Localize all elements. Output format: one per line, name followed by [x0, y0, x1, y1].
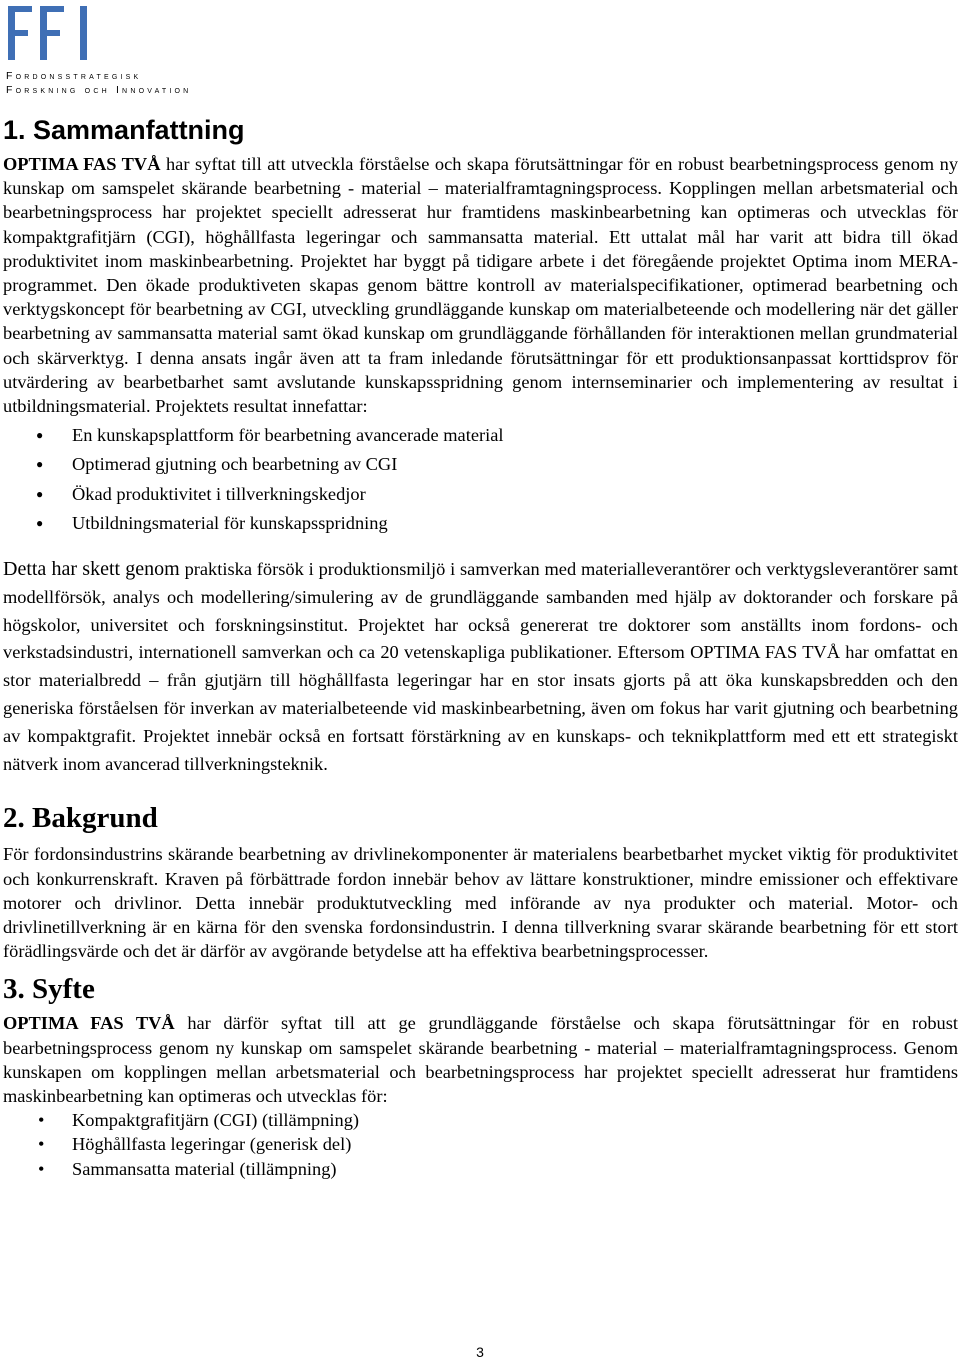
- section-heading-sammanfattning: 1. Sammanfattning: [3, 115, 245, 145]
- document-page: [3, 112, 958, 1181]
- ffi-logo: [6, 2, 206, 97]
- purpose-paragraph: [3, 1011, 958, 1108]
- section-heading-syfte: 3. Syfte: [3, 973, 95, 1006]
- results-list: [3, 421, 958, 538]
- list-item: ● Optimerad gjutning och bearbetning av CGI: [3, 450, 958, 479]
- method-paragraph: [3, 556, 958, 778]
- project-name: OPTIMA FAS TVÅ: [3, 1013, 175, 1034]
- summary-paragraph-text: har syftat till att utveckla förståelse och skapa förutsättningar för en robust bearbetningsprocess genom ny kunskap om samspelet skärande bearbetning - material – materialframtagningsprocess. Kopplingen mellan arbetsmaterial och bearbetningsprocess har projektet speciellt adresserat hur framtidens maskinbearbetning kan optimeras och utvecklas för kompaktgrafitjärn (CGI), höghållfasta legeringar och sammansatta material. Ett uttalat mål har varit att bidra till ökad produktivitet inom maskinbearbetning. Projektet har byggt på tidigare arbete i det föregående projektet Optima inom MERA-programmet. Den ökade produktiveten skapas genom bättre kontroll av materialspecifikationer, optimerad bearbetning och verktygskoncept för bearbetning av CGI, utveckling grundläggande kunskap om materialbeteende och modellering när det gäller bearbetning av sammansatta material samt ökad kunskap om grundläggande förhållanden för interaktionen mellan grundmaterial och skärverktyg. I denna ansats ingår även att ta fram inledande förutsättningar för ett produktionsanpassat korttidsprov för utvärdering av bearbetbarhet samt avslutande kunskapsspridning genom internseminarier och implementering av resultat i utbildningsmaterial. Projektets resultat innefattar:: [3, 154, 959, 417]
- project-name: OPTIMA FAS TVÅ: [3, 154, 161, 174]
- logo-text-line1: Fordonsstrategisk: [6, 70, 142, 82]
- summary-paragraph: [3, 152, 958, 418]
- list-item: ● Ökad produktivitet i tillverkningskedjor: [3, 480, 958, 509]
- background-paragraph: För fordonsindustrins skärande bearbetning av drivlinekomponenter är materialens bearbetbarhet mycket viktig för produktivitet och konkurrenskraft. Kraven på förbättrade fordon innebär behov av lättare konstruktioner, mindre emissioner och effektivare motorer och drivlinor. Detta innebär produktutveckling med införande av nya produkter och material. Motor- och drivlinetillverkning är en kärna för den svenska fordonsindustrin. I denna tillverkning svarar skärande bearbetning för ett stort förädlingsvärde och det är därför av avgörande betydelse att ha effektiva bearbetningsprocesser.: [3, 844, 958, 962]
- list-item: • Kompaktgrafitjärn (CGI) (tillämpning): [3, 1108, 958, 1132]
- method-paragraph-text: praktiska försök i produktionsmiljö i samverkan med materialleverantörer och verktygsleverantörer samt modellförsök, analys och modellering/simulering av de grundläggande sambanden med hjälp av doktorander och forskare på högskolor, universitet och forskningsinstitut. Projektet har också genererat tre doktorer som anställts inom fordons- och verkstadsindustri, internationell samverkan och ca 20 vetenskapliga publikationer. Eftersom OPTIMA FAS TVÅ har omfattat en stor materialbredd – från gjutjärn till höghållfasta legeringar har en stor insats gjorts på att öka kunskapsbredden och den generiska förståelsen för inverkan av materialbeteende vid maskinbearbetning, även om fokus har varit gjutning och bearbetning av kompaktgrafit. Projektet innebär också en fortsatt förstärkning av en kunskaps- och teknikplattform med ett ett strategiskt nätverk inom avancerad tillverkningsteknik.: [3, 559, 958, 774]
- list-item: • Höghållfasta legeringar (generisk del): [3, 1132, 958, 1156]
- purpose-paragraph-text: har därför syftat till att ge grundläggande förståelse och skapa förutsättningar för en robust bearbetningsprocess genom ny kunskap om samspelet skärande bearbetning - material – materialframtagningsprocess. Genom kunskapen om kopplingen mellan arbetsmaterial och bearbetningsprocess har projektet speciellt adresserat hur framtidens maskinbearbetning kan optimeras och utvecklas för:: [3, 1013, 958, 1107]
- list-item: ● En kunskapsplattform för bearbetning avancerade material: [3, 421, 958, 450]
- purpose-list: [3, 1108, 958, 1181]
- ffi-logo-mark: [6, 2, 96, 64]
- method-paragraph-lead: Detta har skett genom: [3, 558, 180, 581]
- list-item: • Sammansatta material (tillämpning): [3, 1157, 958, 1181]
- logo-text-line2: Forskning och Innovation: [6, 84, 192, 96]
- list-item: ● Utbildningsmaterial för kunskapsspridning: [3, 509, 958, 538]
- page-number: 3: [476, 1344, 484, 1360]
- section-heading-bakgrund: 2. Bakgrund: [3, 802, 158, 835]
